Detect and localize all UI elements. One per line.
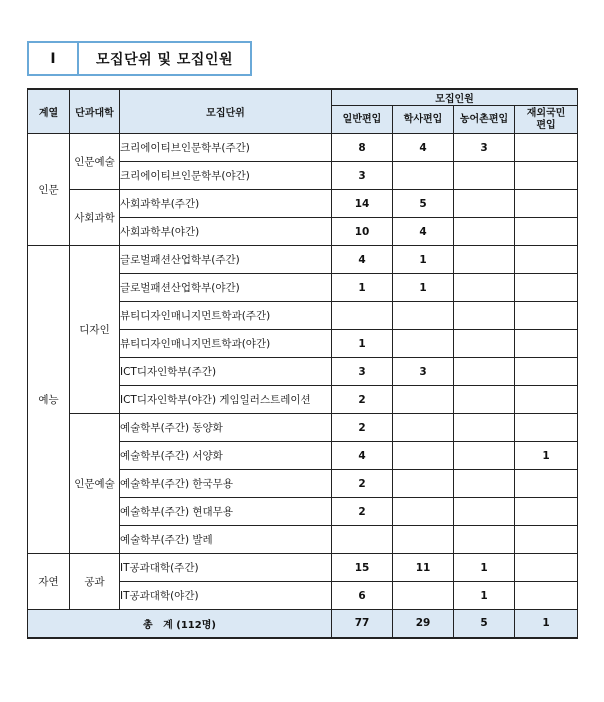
general-cell: 2 [332,414,393,442]
field-science: 자연 [28,554,70,610]
bachelor-cell: 11 [393,554,454,582]
unit-cell: 뷰티디자인매니지먼트학과(야간) [120,330,332,358]
rural-cell [454,218,515,246]
unit-cell: 예술학부(주간) 발레 [120,526,332,554]
field-arts: 예능 [28,246,70,554]
overseas-cell [515,470,578,498]
rural-cell [454,358,515,386]
unit-cell: 글로벌패션산업학부(주간) [120,246,332,274]
overseas-cell [515,498,578,526]
overseas-cell [515,162,578,190]
overseas-cell [515,218,578,246]
college-social-science: 사회과학 [70,190,120,246]
table-row [28,190,578,218]
general-cell: 4 [332,246,393,274]
unit-cell: IT공과대학(주간) [120,554,332,582]
general-cell: 3 [332,162,393,190]
general-cell: 8 [332,134,393,162]
header-field: 계열 [28,89,70,134]
bachelor-cell [393,470,454,498]
overseas-cell [515,274,578,302]
unit-cell: IT공과대학(야간) [120,582,332,610]
unit-cell: 사회과학부(야간) [120,218,332,246]
bachelor-cell: 3 [393,358,454,386]
general-cell: 2 [332,386,393,414]
rural-cell [454,498,515,526]
general-cell: 14 [332,190,393,218]
bachelor-cell: 1 [393,246,454,274]
overseas-cell [515,358,578,386]
unit-cell: 예술학부(주간) 동양화 [120,414,332,442]
field-humanities: 인문 [28,134,70,246]
unit-cell: 사회과학부(주간) [120,190,332,218]
table-row [28,414,578,442]
bachelor-cell [393,302,454,330]
bachelor-cell [393,330,454,358]
total-label: 총 계 (112명) [28,610,332,638]
rural-cell [454,330,515,358]
overseas-cell: 1 [515,442,578,470]
rural-cell [454,302,515,330]
overseas-cell [515,414,578,442]
general-cell: 2 [332,470,393,498]
college-engineering: 공과 [70,554,120,610]
college-liberal-arts-2: 인문예술 [70,414,120,554]
rural-cell [454,414,515,442]
table-row [28,554,578,582]
bachelor-cell: 4 [393,218,454,246]
college-design: 디자인 [70,246,120,414]
general-cell: 6 [332,582,393,610]
general-cell [332,302,393,330]
table-row [28,246,578,274]
bachelor-cell: 4 [393,134,454,162]
bachelor-cell [393,582,454,610]
general-cell: 15 [332,554,393,582]
overseas-cell [515,554,578,582]
total-general: 77 [332,610,393,638]
general-cell: 1 [332,274,393,302]
rural-cell [454,470,515,498]
rural-cell [454,246,515,274]
recruitment-table [27,88,578,639]
unit-cell: 크리에이티브인문학부(주간) [120,134,332,162]
rural-cell [454,190,515,218]
rural-cell [454,442,515,470]
header-rural: 농어촌편입 [454,106,515,134]
overseas-cell [515,386,578,414]
total-row [28,610,578,638]
header-college: 단과대학 [70,89,120,134]
rural-cell [454,526,515,554]
rural-cell: 1 [454,554,515,582]
total-bachelor: 29 [393,610,454,638]
header-overseas: 재외국민 편입 [515,106,578,134]
overseas-cell [515,330,578,358]
table-row [28,134,578,162]
bachelor-cell [393,526,454,554]
rural-cell: 1 [454,582,515,610]
bachelor-cell [393,498,454,526]
unit-cell: 뷰티디자인매니지먼트학과(주간) [120,302,332,330]
overseas-cell [515,246,578,274]
section-header [27,41,252,76]
rural-cell [454,274,515,302]
section-number: I [29,43,79,74]
unit-cell: ICT디자인학부(야간) 게임일러스트레이션 [120,386,332,414]
bachelor-cell: 1 [393,274,454,302]
bachelor-cell [393,442,454,470]
general-cell: 2 [332,498,393,526]
total-rural: 5 [454,610,515,638]
general-cell: 1 [332,330,393,358]
overseas-cell [515,526,578,554]
general-cell: 10 [332,218,393,246]
total-overseas: 1 [515,610,578,638]
bachelor-cell [393,414,454,442]
overseas-cell [515,190,578,218]
section-title: 모집단위 및 모집인원 [96,51,233,68]
college-liberal-arts: 인문예술 [70,134,120,190]
header-unit: 모집단위 [120,89,332,134]
overseas-cell [515,582,578,610]
header-bachelor: 학사편입 [393,106,454,134]
unit-cell: 글로벌패션산업학부(야간) [120,274,332,302]
bachelor-cell [393,162,454,190]
unit-cell: 예술학부(주간) 한국무용 [120,470,332,498]
rural-cell: 3 [454,134,515,162]
bachelor-cell: 5 [393,190,454,218]
rural-cell [454,162,515,190]
general-cell: 3 [332,358,393,386]
general-cell [332,526,393,554]
unit-cell: 예술학부(주간) 현대무용 [120,498,332,526]
general-cell: 4 [332,442,393,470]
bachelor-cell [393,386,454,414]
header-quota: 모집인원 [332,89,578,106]
rural-cell [454,386,515,414]
unit-cell: 예술학부(주간) 서양화 [120,442,332,470]
unit-cell: 크리에이티브인문학부(야간) [120,162,332,190]
overseas-cell [515,302,578,330]
overseas-cell [515,134,578,162]
header-general: 일반편입 [332,106,393,134]
unit-cell: ICT디자인학부(주간) [120,358,332,386]
